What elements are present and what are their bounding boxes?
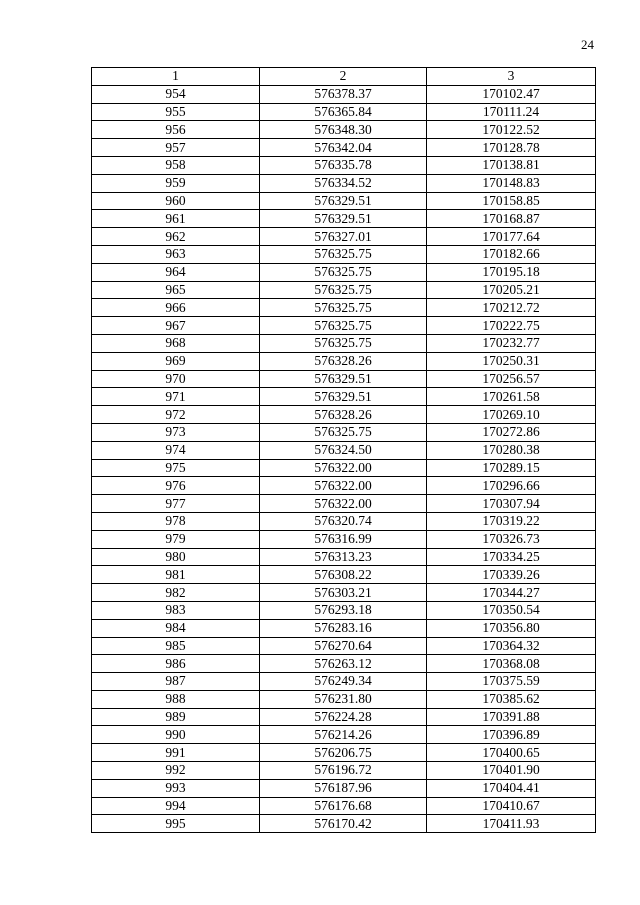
- point-number-cell: 981: [92, 566, 260, 584]
- column-header-point: 1: [92, 68, 260, 86]
- point-number-cell: 968: [92, 334, 260, 352]
- point-number-cell: 990: [92, 726, 260, 744]
- x-coordinate-cell: 576231.80: [260, 690, 427, 708]
- y-coordinate-cell: 170269.10: [427, 406, 596, 424]
- x-coordinate-cell: 576325.75: [260, 334, 427, 352]
- point-number-cell: 966: [92, 299, 260, 317]
- table-row: [92, 174, 596, 192]
- table-row: [92, 423, 596, 441]
- x-coordinate-cell: 576293.18: [260, 601, 427, 619]
- table-row: [92, 139, 596, 157]
- table-row: [92, 228, 596, 246]
- x-coordinate-cell: 576320.74: [260, 512, 427, 530]
- table-row: [92, 441, 596, 459]
- point-number-cell: 970: [92, 370, 260, 388]
- y-coordinate-cell: 170138.81: [427, 156, 596, 174]
- y-coordinate-cell: 170411.93: [427, 815, 596, 833]
- y-coordinate-cell: 170319.22: [427, 512, 596, 530]
- table-row: [92, 388, 596, 406]
- y-coordinate-cell: 170404.41: [427, 779, 596, 797]
- point-number-cell: 972: [92, 406, 260, 424]
- table-row: [92, 210, 596, 228]
- point-number-cell: 956: [92, 121, 260, 139]
- x-coordinate-cell: 576206.75: [260, 744, 427, 762]
- point-number-cell: 985: [92, 637, 260, 655]
- table-row: [92, 245, 596, 263]
- point-number-cell: 988: [92, 690, 260, 708]
- y-coordinate-cell: 170344.27: [427, 584, 596, 602]
- column-header-y: 3: [427, 68, 596, 86]
- y-coordinate-cell: 170111.24: [427, 103, 596, 121]
- y-coordinate-cell: 170272.86: [427, 423, 596, 441]
- point-number-cell: 978: [92, 512, 260, 530]
- table-row: [92, 619, 596, 637]
- table-row: [92, 708, 596, 726]
- point-number-cell: 984: [92, 619, 260, 637]
- point-number-cell: 993: [92, 779, 260, 797]
- point-number-cell: 954: [92, 85, 260, 103]
- table-row: [92, 530, 596, 548]
- x-coordinate-cell: 576316.99: [260, 530, 427, 548]
- y-coordinate-cell: 170375.59: [427, 673, 596, 691]
- point-number-cell: 965: [92, 281, 260, 299]
- table-row: [92, 334, 596, 352]
- point-number-cell: 958: [92, 156, 260, 174]
- point-number-cell: 994: [92, 797, 260, 815]
- table-row: [92, 815, 596, 833]
- table-row: [92, 406, 596, 424]
- page-number: 24: [581, 37, 594, 52]
- x-coordinate-cell: 576325.75: [260, 423, 427, 441]
- y-coordinate-cell: 170296.66: [427, 477, 596, 495]
- y-coordinate-cell: 170102.47: [427, 85, 596, 103]
- table-row: [92, 370, 596, 388]
- point-number-cell: 982: [92, 584, 260, 602]
- table-row: [92, 192, 596, 210]
- x-coordinate-cell: 576328.26: [260, 352, 427, 370]
- table-row: [92, 459, 596, 477]
- table-row: [92, 584, 596, 602]
- x-coordinate-cell: 576329.51: [260, 388, 427, 406]
- x-coordinate-cell: 576283.16: [260, 619, 427, 637]
- y-coordinate-cell: 170232.77: [427, 334, 596, 352]
- y-coordinate-cell: 170205.21: [427, 281, 596, 299]
- x-coordinate-cell: 576325.75: [260, 281, 427, 299]
- x-coordinate-cell: 576378.37: [260, 85, 427, 103]
- x-coordinate-cell: 576308.22: [260, 566, 427, 584]
- table-row: [92, 299, 596, 317]
- x-coordinate-cell: 576329.51: [260, 370, 427, 388]
- point-number-cell: 977: [92, 495, 260, 513]
- point-number-cell: 969: [92, 352, 260, 370]
- table-row: [92, 744, 596, 762]
- x-coordinate-cell: 576170.42: [260, 815, 427, 833]
- point-number-cell: 980: [92, 548, 260, 566]
- column-header-x: 2: [260, 68, 427, 86]
- y-coordinate-cell: 170350.54: [427, 601, 596, 619]
- x-coordinate-cell: 576335.78: [260, 156, 427, 174]
- x-coordinate-cell: 576328.26: [260, 406, 427, 424]
- x-coordinate-cell: 576342.04: [260, 139, 427, 157]
- point-number-cell: 959: [92, 174, 260, 192]
- x-coordinate-cell: 576270.64: [260, 637, 427, 655]
- y-coordinate-cell: 170122.52: [427, 121, 596, 139]
- point-number-cell: 992: [92, 762, 260, 780]
- x-coordinate-cell: 576303.21: [260, 584, 427, 602]
- y-coordinate-cell: 170368.08: [427, 655, 596, 673]
- y-coordinate-cell: 170212.72: [427, 299, 596, 317]
- x-coordinate-cell: 576325.75: [260, 317, 427, 335]
- table-row: [92, 103, 596, 121]
- point-number-cell: 987: [92, 673, 260, 691]
- x-coordinate-cell: 576329.51: [260, 210, 427, 228]
- y-coordinate-cell: 170158.85: [427, 192, 596, 210]
- table-header-row: [92, 68, 596, 86]
- x-coordinate-cell: 576329.51: [260, 192, 427, 210]
- x-coordinate-cell: 576365.84: [260, 103, 427, 121]
- x-coordinate-cell: 576334.52: [260, 174, 427, 192]
- x-coordinate-cell: 576324.50: [260, 441, 427, 459]
- table-row: [92, 673, 596, 691]
- table-row: [92, 690, 596, 708]
- point-number-cell: 991: [92, 744, 260, 762]
- table-row: [92, 637, 596, 655]
- y-coordinate-cell: 170400.65: [427, 744, 596, 762]
- y-coordinate-cell: 170307.94: [427, 495, 596, 513]
- point-number-cell: 973: [92, 423, 260, 441]
- x-coordinate-cell: 576187.96: [260, 779, 427, 797]
- table-row: [92, 121, 596, 139]
- point-number-cell: 964: [92, 263, 260, 281]
- point-number-cell: 967: [92, 317, 260, 335]
- point-number-cell: 971: [92, 388, 260, 406]
- x-coordinate-cell: 576249.34: [260, 673, 427, 691]
- y-coordinate-cell: 170256.57: [427, 370, 596, 388]
- y-coordinate-cell: 170356.80: [427, 619, 596, 637]
- point-number-cell: 957: [92, 139, 260, 157]
- x-coordinate-cell: 576325.75: [260, 299, 427, 317]
- x-coordinate-cell: 576325.75: [260, 245, 427, 263]
- x-coordinate-cell: 576196.72: [260, 762, 427, 780]
- point-number-cell: 974: [92, 441, 260, 459]
- point-number-cell: 979: [92, 530, 260, 548]
- table-row: [92, 477, 596, 495]
- point-number-cell: 976: [92, 477, 260, 495]
- table-row: [92, 317, 596, 335]
- x-coordinate-cell: 576322.00: [260, 459, 427, 477]
- x-coordinate-cell: 576325.75: [260, 263, 427, 281]
- table-row: [92, 281, 596, 299]
- y-coordinate-cell: 170364.32: [427, 637, 596, 655]
- table-row: [92, 762, 596, 780]
- table-row: [92, 512, 596, 530]
- x-coordinate-cell: 576348.30: [260, 121, 427, 139]
- point-number-cell: 960: [92, 192, 260, 210]
- table-row: [92, 352, 596, 370]
- y-coordinate-cell: 170148.83: [427, 174, 596, 192]
- y-coordinate-cell: 170250.31: [427, 352, 596, 370]
- table-row: [92, 85, 596, 103]
- point-number-cell: 995: [92, 815, 260, 833]
- y-coordinate-cell: 170339.26: [427, 566, 596, 584]
- point-number-cell: 975: [92, 459, 260, 477]
- point-number-cell: 955: [92, 103, 260, 121]
- x-coordinate-cell: 576322.00: [260, 477, 427, 495]
- y-coordinate-cell: 170326.73: [427, 530, 596, 548]
- table-row: [92, 156, 596, 174]
- x-coordinate-cell: 576176.68: [260, 797, 427, 815]
- point-number-cell: 986: [92, 655, 260, 673]
- y-coordinate-cell: 170391.88: [427, 708, 596, 726]
- y-coordinate-cell: 170385.62: [427, 690, 596, 708]
- coordinates-table: [91, 67, 596, 833]
- y-coordinate-cell: 170195.18: [427, 263, 596, 281]
- y-coordinate-cell: 170168.87: [427, 210, 596, 228]
- x-coordinate-cell: 576263.12: [260, 655, 427, 673]
- y-coordinate-cell: 170334.25: [427, 548, 596, 566]
- y-coordinate-cell: 170128.78: [427, 139, 596, 157]
- table-row: [92, 263, 596, 281]
- point-number-cell: 983: [92, 601, 260, 619]
- point-number-cell: 989: [92, 708, 260, 726]
- y-coordinate-cell: 170401.90: [427, 762, 596, 780]
- y-coordinate-cell: 170182.66: [427, 245, 596, 263]
- x-coordinate-cell: 576313.23: [260, 548, 427, 566]
- y-coordinate-cell: 170280.38: [427, 441, 596, 459]
- table-row: [92, 495, 596, 513]
- table-row: [92, 601, 596, 619]
- point-number-cell: 962: [92, 228, 260, 246]
- x-coordinate-cell: 576224.28: [260, 708, 427, 726]
- table-row: [92, 797, 596, 815]
- table-body: [92, 85, 596, 832]
- table-row: [92, 726, 596, 744]
- table-row: [92, 779, 596, 797]
- table-row: [92, 548, 596, 566]
- x-coordinate-cell: 576322.00: [260, 495, 427, 513]
- point-number-cell: 963: [92, 245, 260, 263]
- y-coordinate-cell: 170222.75: [427, 317, 596, 335]
- y-coordinate-cell: 170396.89: [427, 726, 596, 744]
- y-coordinate-cell: 170177.64: [427, 228, 596, 246]
- y-coordinate-cell: 170289.15: [427, 459, 596, 477]
- point-number-cell: 961: [92, 210, 260, 228]
- table-row: [92, 655, 596, 673]
- table-row: [92, 566, 596, 584]
- x-coordinate-cell: 576214.26: [260, 726, 427, 744]
- x-coordinate-cell: 576327.01: [260, 228, 427, 246]
- y-coordinate-cell: 170410.67: [427, 797, 596, 815]
- y-coordinate-cell: 170261.58: [427, 388, 596, 406]
